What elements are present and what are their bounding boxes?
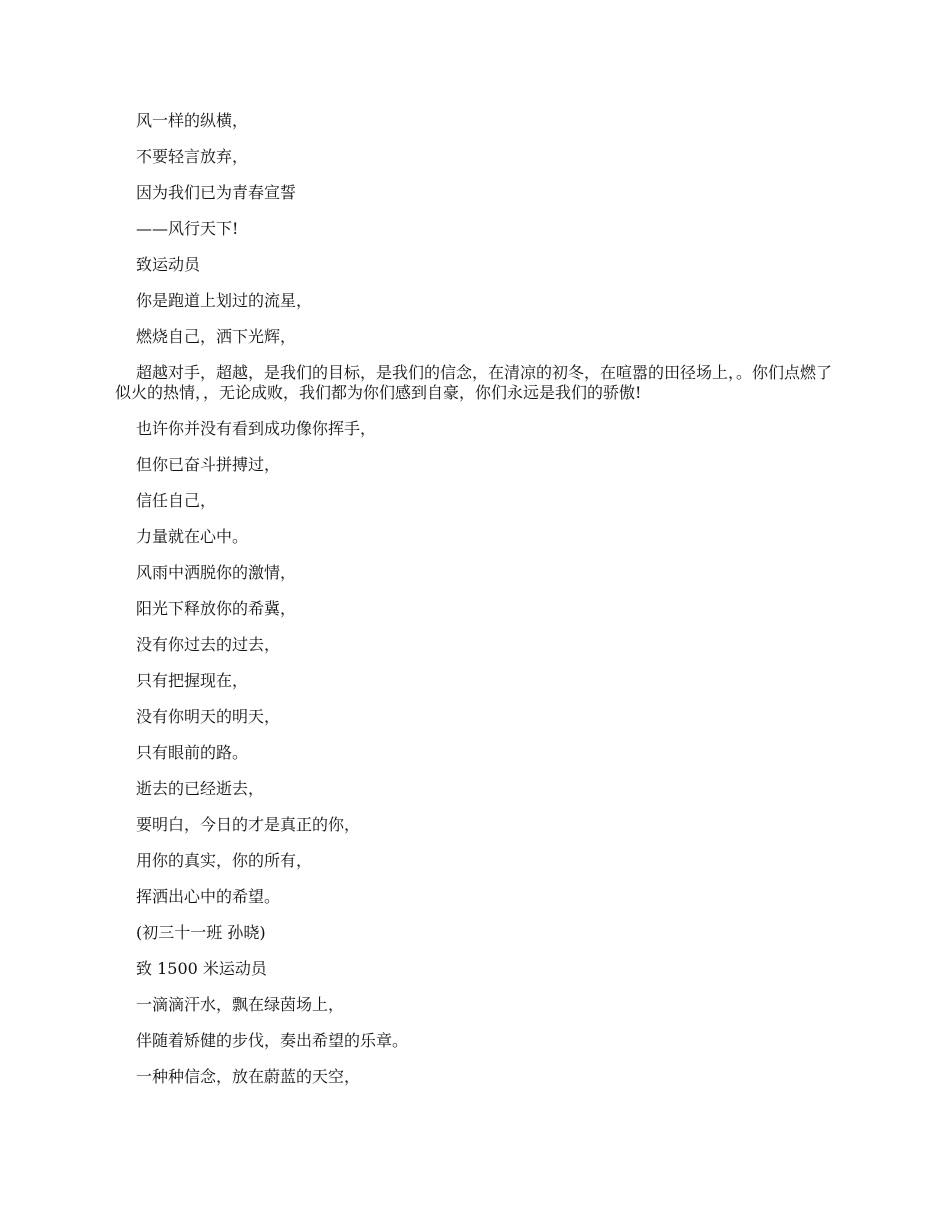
paragraph: 燃烧自己，洒下光辉， <box>136 327 297 346</box>
paragraph: 一种种信念，放在蔚蓝的天空， <box>136 1067 361 1086</box>
paragraph: 超越对手，超越，是我们的目标，是我们的信念，在清凉的初冬，在喧嚣的田径场上，。你们点燃了似火的热情，，无论成败，我们都为你们感到自豪，你们永远是我们的骄傲! <box>115 363 833 402</box>
paragraph: 要明白，今日的才是真正的你， <box>136 815 361 834</box>
section-heading: 致 1500 米运动员 <box>136 959 267 978</box>
paragraph: 不要轻言放弃， <box>136 147 249 166</box>
document-body <box>115 111 845 1103</box>
paragraph: 逝去的已经逝去， <box>136 779 265 798</box>
paragraph: 挥洒出心中的希望。 <box>136 887 281 906</box>
paragraph: 但你已奋斗拼搏过， <box>136 455 281 474</box>
paragraph: 阳光下释放你的希冀， <box>136 599 297 618</box>
paragraph: 也许你并没有看到成功像你挥手， <box>136 419 377 438</box>
paragraph: 伴随着矫健的步伐，奏出希望的乐章。 <box>136 1031 409 1050</box>
paragraph: 没有你过去的过去， <box>136 635 281 654</box>
paragraph: 用你的真实，你的所有， <box>136 851 313 870</box>
section-heading: 致运动员 <box>136 255 201 274</box>
paragraph: ——风行天下! <box>136 219 239 238</box>
author-credit: (初三十一班 孙晓) <box>136 923 266 942</box>
paragraph: 信任自己， <box>136 491 217 510</box>
paragraph: 风一样的纵横， <box>136 111 249 130</box>
paragraph: 只有把握现在， <box>136 671 249 690</box>
paragraph: 因为我们已为青春宣誓 <box>136 183 297 202</box>
paragraph: 一滴滴汗水，飘在绿茵场上， <box>136 995 345 1014</box>
paragraph: 风雨中洒脱你的激情， <box>136 563 297 582</box>
paragraph: 只有眼前的路。 <box>136 743 249 762</box>
paragraph: 力量就在心中。 <box>136 527 249 546</box>
paragraph: 没有你明天的明天， <box>136 707 281 726</box>
paragraph: 你是跑道上划过的流星， <box>136 291 313 310</box>
